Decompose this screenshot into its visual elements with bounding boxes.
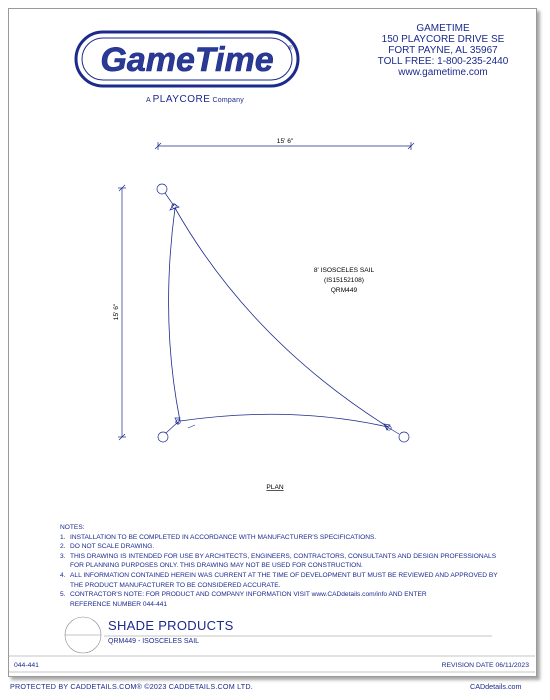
note-number: 1. (60, 533, 66, 541)
tagline-brand: PLAYCORE (152, 94, 211, 105)
caddetails-brand[interactable]: CADdetails.com (470, 682, 522, 691)
general-notes (60, 523, 520, 609)
note-line (60, 561, 520, 571)
anchor-top-left-icon (157, 184, 167, 194)
height-dimension-label: 15' 6" (113, 303, 120, 321)
note-line (60, 533, 520, 543)
note-line (60, 600, 520, 610)
product-category-title: SHADE PRODUCTS (108, 618, 234, 633)
note-number: 4. (60, 571, 66, 579)
note-number: 5. (60, 591, 66, 599)
note-text: ALL INFORMATION CONTAINED HEREIN WAS CURRENT AT THE TIME OF DEVELOPMENT BUT MUST BE REVIEWED AND APPROVED BY (70, 571, 498, 579)
product-subtitle: QRM449 - ISOSCELES SAIL (108, 638, 200, 645)
plan-view-label: PLAN (266, 484, 284, 491)
notes-heading: NOTES: (60, 524, 85, 531)
sail-model-label: QRM449 (330, 287, 358, 294)
svg-text:®: ® (288, 46, 293, 52)
sheet-number: 044-441 (14, 662, 39, 669)
anchor-bottom-left-icon (158, 432, 168, 442)
note-line (60, 571, 520, 581)
company-name: GAMETIME (416, 23, 470, 34)
address-line-2: FORT PAYNE, AL 35967 (388, 45, 498, 56)
note-line (60, 581, 520, 591)
note-line (60, 590, 520, 600)
note-line (60, 552, 520, 562)
tagline-prefix: A (146, 97, 151, 104)
note-text: DO NOT SCALE DRAWING. (70, 543, 155, 551)
note-text: CONTRACTOR'S NOTE: FOR PRODUCT AND COMPANY INFORMATION VISIT www.CADdetails.com/info AND ENTER (70, 591, 427, 599)
tagline-suffix: Company (212, 97, 244, 104)
anchor-bottom-right-icon (399, 432, 409, 442)
note-text: REFERENCE NUMBER 044-441 (70, 600, 168, 608)
sail-outline (169, 208, 388, 427)
logo-text: GameTime (100, 41, 274, 79)
sail-code-label: (IS15152108) (324, 277, 364, 284)
note-text: THE PRODUCT MANUFACTURER TO BE CONSIDERED ACCURATE. (70, 581, 281, 589)
note-number: 3. (60, 552, 66, 560)
note-text: INSTALLATION TO BE COMPLETED IN ACCORDANCE WITH MANUFACTURER'S SPECIFICATIONS. (70, 533, 377, 541)
revision-date: REVISION DATE 06/11/2023 (441, 662, 529, 669)
width-dimension-label: 15' 6" (276, 138, 294, 145)
address-line-1: 150 PLAYCORE DRIVE SE (381, 34, 505, 45)
note-number: 2. (60, 543, 66, 551)
note-line (60, 542, 520, 552)
note-text: THIS DRAWING IS INTENDED FOR USE BY ARCHITECTS, ENGINEERS, CONTRACTORS, CONSULTANTS AND DESIGN PROFESSIONALS (70, 552, 497, 560)
notes-list (60, 533, 520, 610)
phone-number: TOLL FREE: 1-800-235-2440 (377, 56, 509, 67)
sail-name-label: 8' ISOSCELES SAIL (313, 267, 375, 274)
website[interactable]: www.gametime.com (398, 67, 488, 78)
copyright-notice: PROTECTED BY CADDETAILS.COM® ©2023 CADDETAILS.COM LTD. (10, 682, 253, 691)
note-text: FOR PLANNING PURPOSES ONLY. THIS DRAWING MAY NOT BE USED FOR CONSTRUCTION. (70, 562, 363, 570)
